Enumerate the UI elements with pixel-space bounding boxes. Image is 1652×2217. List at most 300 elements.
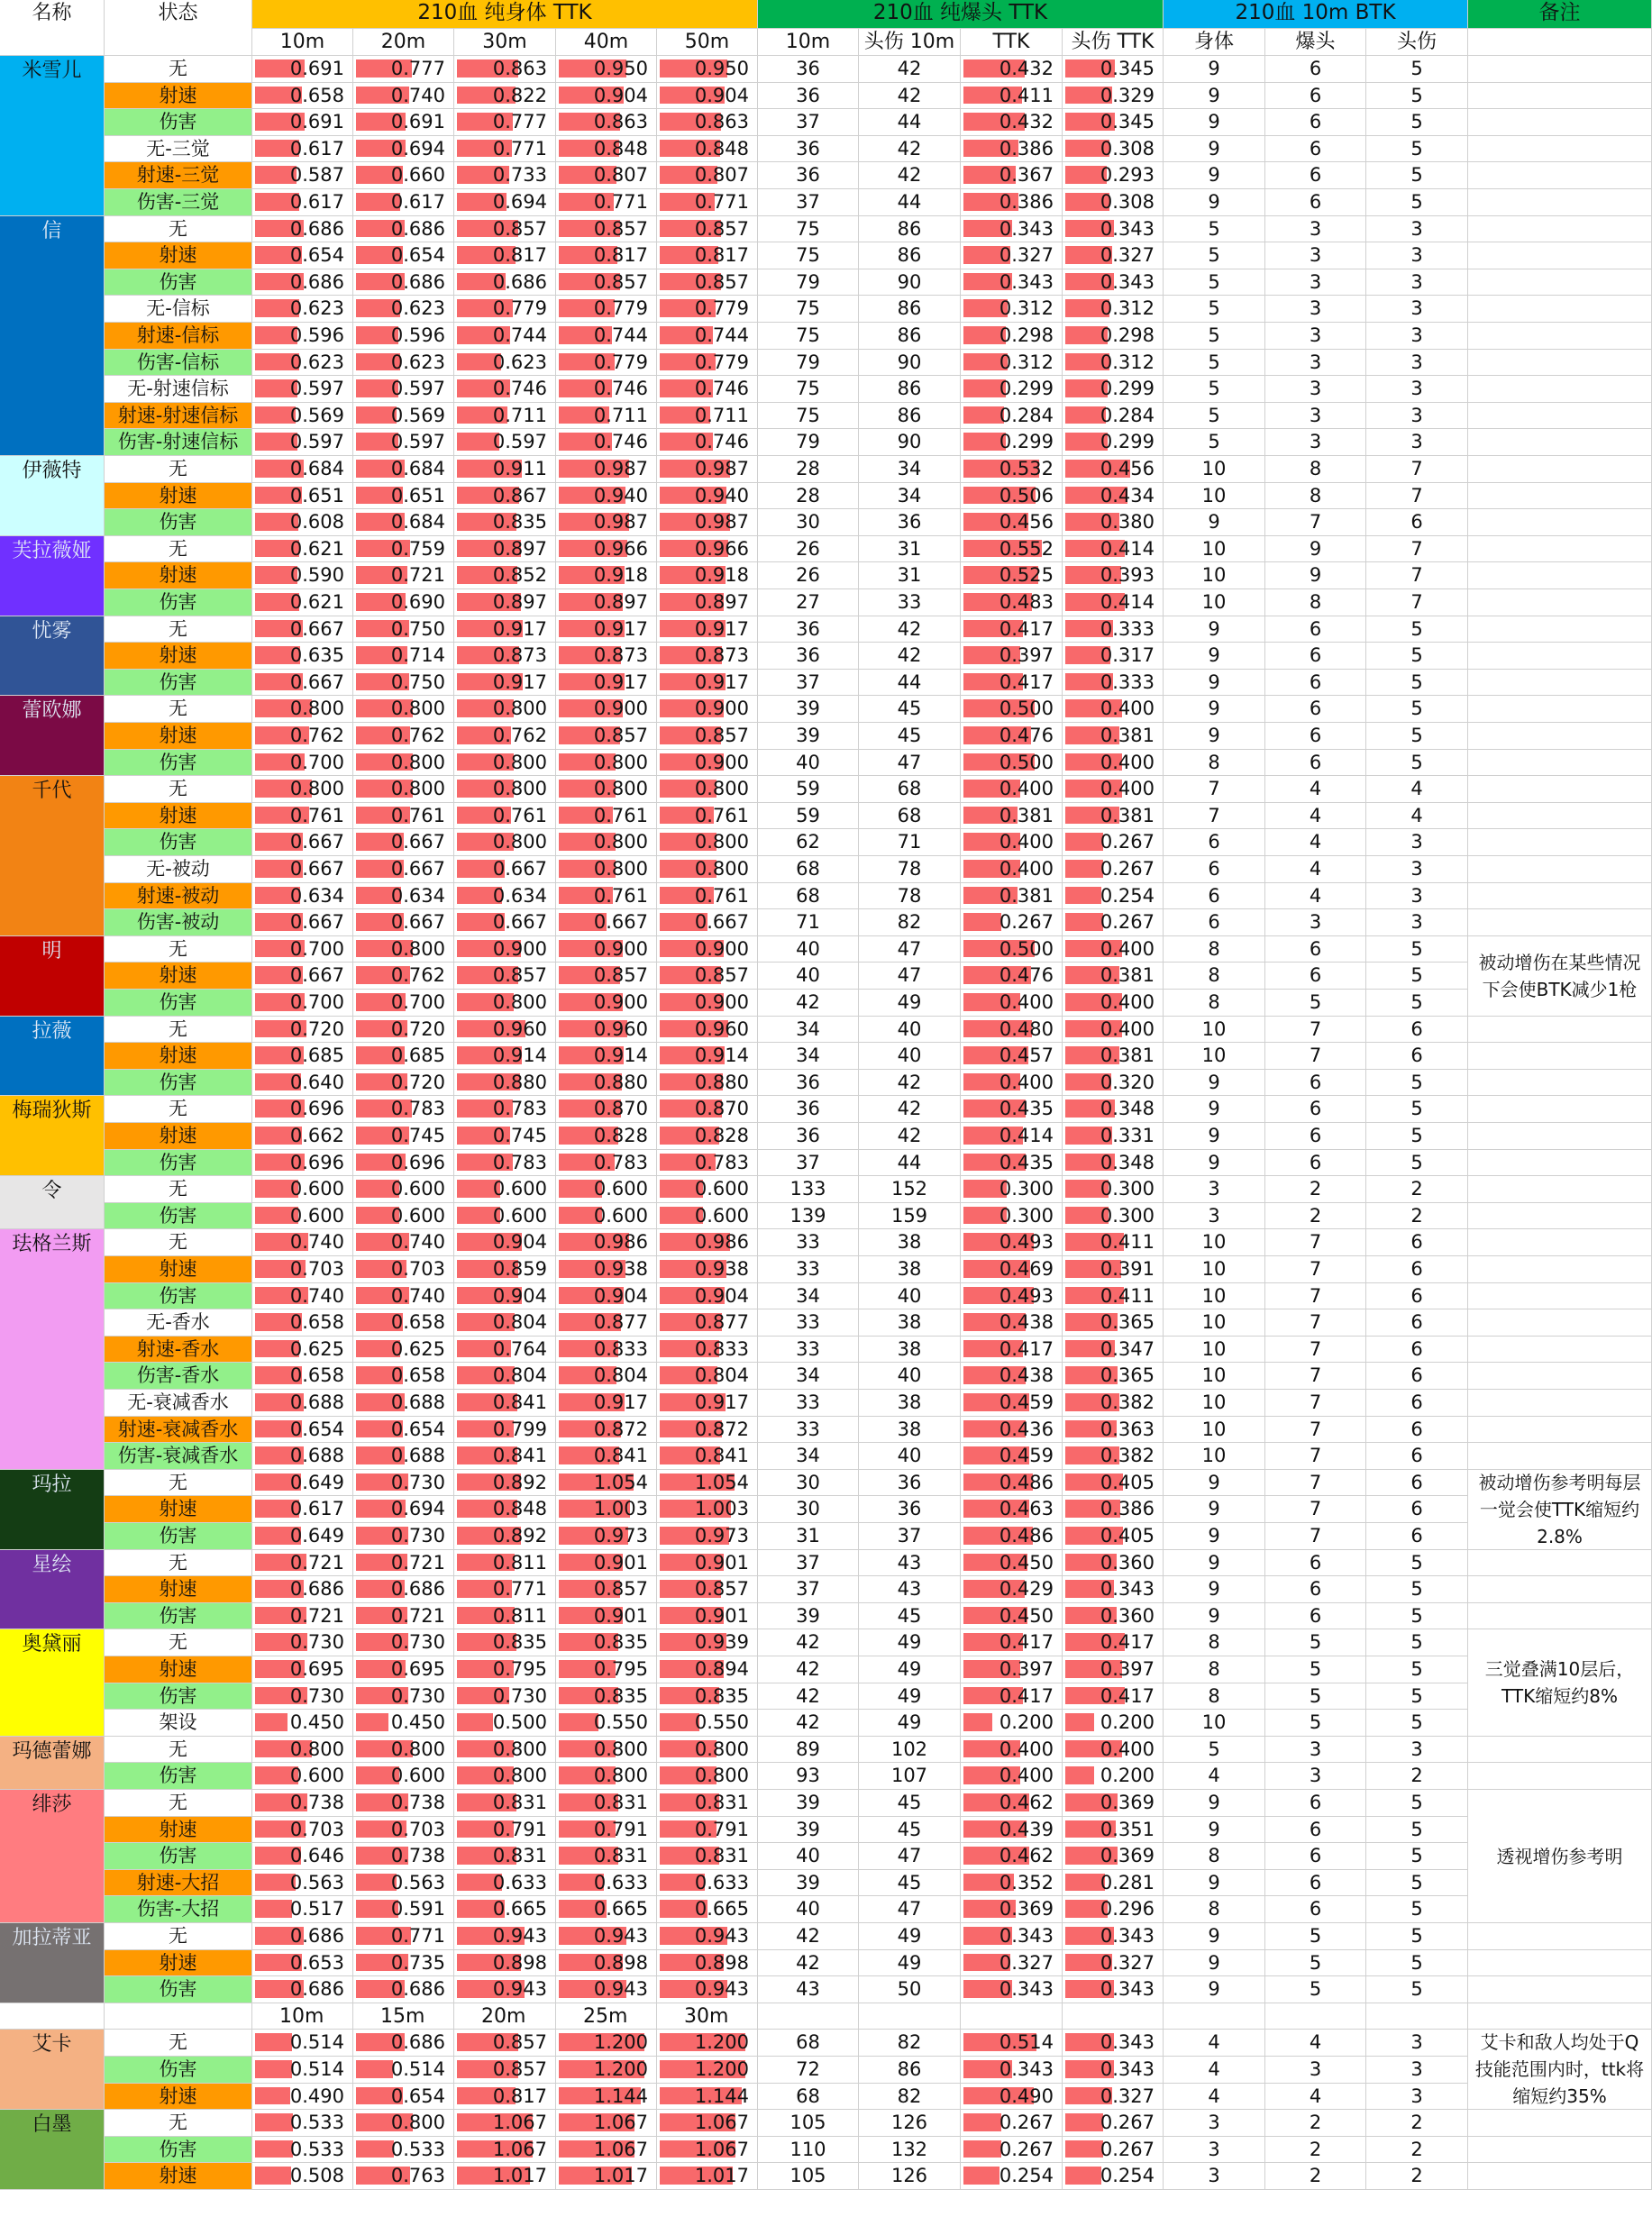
note-blank [1468,616,1652,643]
btk-cell: 8 [1164,1896,1265,1923]
body-ttk-cell [556,456,657,483]
cell-value: 0.200 [999,1711,1054,1734]
cell-value: 0.744 [492,324,547,346]
head-dmg-ttk-cell [1063,456,1164,483]
btk-cell: 3 [1366,403,1468,430]
cell-value: 0.800 [694,831,749,853]
body-ttk-cell [556,269,657,297]
btk-cell: 9 [1164,136,1265,163]
btk-cell: 3 [1366,296,1468,323]
body-ttk-cell [454,1417,556,1444]
cell-value: 0.600 [289,1178,344,1200]
status-cell: 无 [105,1550,252,1577]
body-ttk-cell [252,856,353,883]
body-ttk-cell [657,856,758,883]
body-ttk-cell [556,643,657,670]
character-name: 千代 [0,776,105,936]
head-dmg-ttk-cell [1063,2137,1164,2164]
cell-value: 0.381 [999,884,1054,907]
body-ttk-cell [556,509,657,536]
head-ttk-cell [961,883,1063,910]
head-dmg-ttk-cell [1063,536,1164,563]
body-ttk-cell [454,83,556,110]
cell-value: 0.746 [593,378,648,400]
btk-cell: 9 [1164,1923,1265,1950]
cell-value: 0.382 [1100,1445,1155,1467]
character-name: 绯莎 [0,1790,105,1923]
body-ttk-cell [353,1656,454,1683]
cell-value: 0.696 [390,1151,445,1173]
head-shots-cell: 33 [758,1229,859,1256]
body-ttk-cell [353,1203,454,1230]
cell-value: 0.987 [593,511,648,534]
btk-cell: 7 [1366,589,1468,616]
cell-value: 0.898 [694,1951,749,1974]
btk-cell: 2 [1265,1176,1366,1203]
cell-value: 0.918 [694,564,749,587]
status-cell: 射速-衰减香水 [105,1417,252,1444]
character-name: 米雪儿 [0,56,105,216]
cell-value: 0.400 [999,991,1054,1013]
head-dmg-shots-cell: 49 [859,1629,961,1656]
body-ttk-cell [454,1229,556,1256]
cell-value: 1.067 [492,2138,547,2160]
body-ttk-cell [454,1096,556,1123]
body-ttk-cell [556,136,657,163]
body-ttk-cell [252,162,353,189]
head-dmg-ttk-cell [1063,216,1164,243]
body-ttk-cell [454,1203,556,1230]
head-ttk-cell [961,1843,1063,1870]
body-ttk-cell [556,1763,657,1790]
body-ttk-cell [657,2057,758,2084]
head-dmg-shots-cell: 49 [859,1710,961,1737]
cell-value: 0.267 [999,2138,1054,2160]
head-dmg-ttk-cell [1063,83,1164,110]
cell-value: 0.686 [390,270,445,293]
cell-value: 0.857 [593,964,648,987]
cell-value: 0.863 [593,111,648,133]
head-dmg-ttk-cell [1063,1283,1164,1310]
body-ttk-cell [454,696,556,723]
cell-value: 0.759 [390,537,445,560]
body-ttk-cell [252,616,353,643]
status-cell: 无 [105,1017,252,1044]
body-ttk-cell [556,1096,657,1123]
cell-value: 0.973 [694,1525,749,1546]
cell-value: 0.514 [289,2031,344,2054]
cell-value: 0.439 [999,1818,1054,1840]
head-dmg-ttk-cell [1063,350,1164,377]
head-dmg-shots-cell: 42 [859,616,961,643]
btk-cell: 3 [1366,2084,1468,2111]
cell-value: 0.299 [999,431,1054,453]
body-ttk-cell [353,2110,454,2137]
body-ttk-cell [657,1950,758,1977]
status-cell: 伤害 [105,1070,252,1097]
body-ttk-cell [353,723,454,750]
cell-value: 0.267 [1100,858,1155,880]
body-ttk-cell [353,483,454,510]
status-cell: 伤害-大招 [105,1896,252,1923]
cell-value: 0.600 [492,1204,547,1227]
btk-cell: 5 [1366,1976,1468,2003]
btk-cell: 5 [1366,1870,1468,1897]
body-ttk-cell [353,189,454,216]
cell-value: 0.694 [390,137,445,160]
body-ttk-cell [556,483,657,510]
cell-value: 0.833 [694,1337,749,1360]
body-ttk-cell [556,1337,657,1364]
cell-value: 0.696 [289,1151,344,1173]
body-ttk-cell [454,1309,556,1337]
body-ttk-cell [252,883,353,910]
head-ttk-cell [961,1763,1063,1790]
head-shots-cell: 26 [758,562,859,589]
btk-cell: 6 [1265,670,1366,697]
cell-value: 0.800 [492,778,547,800]
cell-value: 0.360 [1100,1604,1155,1627]
btk-cell: 10 [1164,562,1265,589]
body-ttk-cell [657,429,758,456]
btk-cell: 10 [1164,1309,1265,1337]
status-cell: 射速 [105,963,252,990]
btk-cell: 4 [1265,829,1366,856]
head-dmg-shots-cell: 42 [859,1096,961,1123]
head-dmg-shots-cell: 45 [859,1790,961,1817]
head-ttk-cell [961,1363,1063,1390]
btk-cell: 9 [1164,1817,1265,1844]
head-shots-cell: 37 [758,670,859,697]
status-cell: 无 [105,2030,252,2057]
alt-header-blank [859,2003,961,2030]
cell-value: 0.800 [492,1738,547,1760]
body-ttk-cell [454,829,556,856]
body-ttk-cell [252,242,353,269]
cell-value: 0.686 [390,2031,445,2054]
cell-value: 0.730 [390,1525,445,1546]
character-name: 令 [0,1176,105,1229]
head-shots-cell: 39 [758,1870,859,1897]
cell-value: 0.343 [1100,1925,1155,1947]
btk-cell: 7 [1265,1017,1366,1044]
body-ttk-cell [657,1496,758,1523]
btk-cell: 3 [1366,242,1468,269]
body-ttk-cell [556,350,657,377]
cell-value: 0.764 [492,1337,547,1360]
body-ttk-cell [353,2057,454,2084]
body-ttk-cell [556,909,657,936]
head-dmg-shots-cell: 49 [859,1656,961,1683]
cell-value: 0.894 [694,1658,749,1680]
cell-value: 0.463 [999,1498,1054,1520]
cell-value: 0.771 [492,1578,547,1601]
status-cell: 伤害-衰减香水 [105,1443,252,1470]
head-shots-cell: 34 [758,1017,859,1044]
body-ttk-cell [657,723,758,750]
note-blank [1468,2137,1652,2164]
cell-value: 0.943 [694,1925,749,1947]
btk-cell: 10 [1164,1283,1265,1310]
body-ttk-cell [657,1843,758,1870]
body-ttk-cell [454,109,556,136]
head-ttk-cell [961,990,1063,1017]
btk-cell: 8 [1164,936,1265,963]
btk-cell: 6 [1366,1443,1468,1470]
body-ttk-cell [252,829,353,856]
note-blank [1468,1070,1652,1097]
head-shots-cell: 27 [758,589,859,616]
body-ttk-cell [353,1950,454,1977]
head-shots-cell: 37 [758,189,859,216]
note-blank [1468,1096,1652,1123]
body-ttk-cell [454,589,556,616]
cell-value: 0.761 [694,884,749,907]
body-ttk-cell [252,1629,353,1656]
btk-cell: 6 [1265,1870,1366,1897]
cell-value: 0.700 [289,937,344,960]
body-ttk-cell [353,616,454,643]
head-dmg-ttk-cell [1063,56,1164,83]
cell-value: 0.600 [390,1765,445,1787]
cell-value: 0.343 [1100,1578,1155,1601]
body-ttk-cell [657,2030,758,2057]
cell-value: 1.003 [593,1498,648,1520]
head-shots-cell: 72 [758,2057,859,2084]
body-ttk-cell [252,56,353,83]
body-ttk-cell [353,1896,454,1923]
body-ttk-cell [657,829,758,856]
body-ttk-cell [556,2030,657,2057]
head-shots-cell: 42 [758,1683,859,1711]
cell-value: 0.831 [492,1845,547,1867]
status-cell: 无 [105,1629,252,1656]
cell-value: 0.857 [694,964,749,987]
data-bar [457,1713,493,1731]
body-ttk-cell [252,990,353,1017]
body-ttk-cell [252,429,353,456]
body-ttk-cell [454,1790,556,1817]
body-ttk-cell [252,189,353,216]
head-dmg-shots-cell: 40 [859,1443,961,1470]
cell-value: 0.897 [492,537,547,560]
character-name: 珐格兰斯 [0,1229,105,1469]
data-bar [255,2060,292,2078]
head-dmg-ttk-cell [1063,1843,1164,1870]
head-dmg-ttk-cell [1063,376,1164,403]
body-ttk-cell [252,1229,353,1256]
head-dmg-ttk-cell [1063,562,1164,589]
cell-value: 0.438 [999,1364,1054,1387]
body-ttk-cell [252,536,353,563]
head-dmg-shots-cell: 78 [859,883,961,910]
btk-cell: 5 [1366,1923,1468,1950]
head-shots-cell: 36 [758,1123,859,1150]
character-name: 白墨 [0,2110,105,2190]
head-ttk-cell [961,1176,1063,1203]
cell-value: 0.667 [694,911,749,934]
cell-value: 0.771 [390,1925,445,1947]
cell-value: 0.746 [694,431,749,453]
btk-cell: 3 [1265,216,1366,243]
status-cell: 伤害 [105,750,252,777]
status-cell: 无 [105,1737,252,1764]
btk-cell: 5 [1366,1603,1468,1630]
head-dmg-shots-cell: 40 [859,1043,961,1070]
head-dmg-ttk-cell [1063,189,1164,216]
cell-value: 0.411 [999,84,1054,106]
cell-value: 0.343 [1100,217,1155,240]
head-dmg-shots-cell: 42 [859,83,961,110]
head-ttk-cell [961,1870,1063,1897]
head-shots-cell: 36 [758,83,859,110]
cell-value: 0.900 [593,698,648,720]
body-ttk-cell [657,2084,758,2111]
head-dmg-ttk-cell [1063,2057,1164,2084]
data-bar [255,1713,288,1731]
cell-value: 0.807 [694,164,749,187]
btk-cell: 5 [1164,323,1265,350]
head-shots-cell: 33 [758,1417,859,1444]
head-shots-cell: 28 [758,483,859,510]
head-ttk-cell [961,1017,1063,1044]
head-ttk-cell [961,1656,1063,1683]
btk-cell: 6 [1366,1523,1468,1550]
head-dmg-ttk-cell [1063,1923,1164,1950]
head-shots-cell: 75 [758,376,859,403]
cell-value: 0.435 [999,1098,1054,1120]
btk-cell: 7 [1265,1470,1366,1497]
note-blank [1468,723,1652,750]
cell-value: 0.695 [390,1658,445,1680]
head-dmg-ttk-cell [1063,1976,1164,2003]
body-ttk-cell [353,589,454,616]
btk-cell: 10 [1164,1443,1265,1470]
btk-cell: 6 [1366,509,1468,536]
head-dmg-ttk-cell [1063,509,1164,536]
cell-value: 0.634 [492,884,547,907]
cell-value: 0.508 [289,2165,344,2187]
body-ttk-cell [657,56,758,83]
cell-value: 0.800 [694,1765,749,1787]
status-cell: 伤害 [105,1283,252,1310]
btk-cell: 6 [1265,56,1366,83]
cell-value: 0.917 [492,671,547,693]
note-blank [1468,2163,1652,2190]
body-ttk-cell [556,936,657,963]
btk-cell: 6 [1265,109,1366,136]
head-ttk-cell [961,2137,1063,2164]
cell-value: 0.900 [593,991,648,1013]
cell-value: 0.831 [492,1792,547,1813]
btk-cell: 2 [1366,1763,1468,1790]
cell-value: 0.750 [390,671,445,693]
cell-value: 0.779 [694,297,749,320]
head-ttk-cell [961,696,1063,723]
head-ttk-cell [961,1683,1063,1711]
cell-value: 1.067 [694,2112,749,2134]
cell-value: 0.685 [390,1045,445,1067]
header-range-alt: 30m [657,2003,758,2030]
body-ttk-cell [353,509,454,536]
cell-value: 0.700 [289,991,344,1013]
btk-cell: 8 [1164,1656,1265,1683]
cell-value: 0.623 [492,351,547,373]
head-ttk-cell [961,109,1063,136]
btk-cell: 5 [1366,963,1468,990]
cell-value: 0.740 [390,1284,445,1307]
body-ttk-cell [454,269,556,297]
body-ttk-cell [454,56,556,83]
head-dmg-shots-cell: 86 [859,296,961,323]
cell-value: 0.746 [593,431,648,453]
cell-value: 0.493 [999,1231,1054,1254]
cell-value: 0.762 [492,725,547,746]
btk-cell: 6 [1265,1790,1366,1817]
data-bar [255,2033,292,2051]
cell-value: 0.635 [289,644,344,667]
cell-value: 0.597 [289,431,344,453]
head-dmg-shots-cell: 49 [859,1950,961,1977]
status-cell: 无 [105,696,252,723]
body-ttk-cell [454,1283,556,1310]
head-dmg-shots-cell: 86 [859,242,961,269]
cell-value: 1.200 [593,2031,648,2054]
btk-cell: 6 [1265,1150,1366,1177]
body-ttk-cell [454,2057,556,2084]
cell-value: 0.343 [1100,270,1155,293]
head-dmg-ttk-cell [1063,1737,1164,1764]
status-cell: 无 [105,1923,252,1950]
btk-cell: 7 [1265,1256,1366,1283]
head-ttk-cell [961,723,1063,750]
cell-value: 0.917 [593,617,648,640]
status-cell: 射速-信标 [105,323,252,350]
head-dmg-shots-cell: 44 [859,1150,961,1177]
btk-cell: 3 [1265,909,1366,936]
cell-value: 0.414 [999,1125,1054,1146]
body-ttk-cell [454,296,556,323]
btk-cell: 10 [1164,1710,1265,1737]
btk-cell: 7 [1265,1496,1366,1523]
cell-value: 0.831 [593,1845,648,1867]
cell-value: 0.400 [1100,937,1155,960]
cell-value: 0.365 [1100,1364,1155,1387]
head-shots-cell: 39 [758,1603,859,1630]
head-dmg-ttk-cell [1063,109,1164,136]
cell-value: 0.450 [390,1711,445,1734]
body-ttk-cell [353,162,454,189]
body-ttk-cell [353,643,454,670]
cell-value: 0.462 [999,1845,1054,1867]
cell-value: 0.343 [999,2058,1054,2080]
cell-value: 0.432 [999,58,1054,79]
body-ttk-cell [657,909,758,936]
note-blank [1468,242,1652,269]
header-range: 30m [454,29,556,56]
cell-value: 0.817 [593,244,648,267]
btk-cell: 9 [1164,643,1265,670]
head-ttk-cell [961,376,1063,403]
cell-value: 0.298 [1100,324,1155,346]
body-ttk-cell [454,1737,556,1764]
header-group-note: 备注 [1468,0,1652,29]
body-ttk-cell [252,2084,353,2111]
cell-value: 0.569 [289,404,344,426]
cell-value: 0.898 [593,1951,648,1974]
head-dmg-shots-cell: 31 [859,562,961,589]
cell-value: 0.966 [694,537,749,560]
